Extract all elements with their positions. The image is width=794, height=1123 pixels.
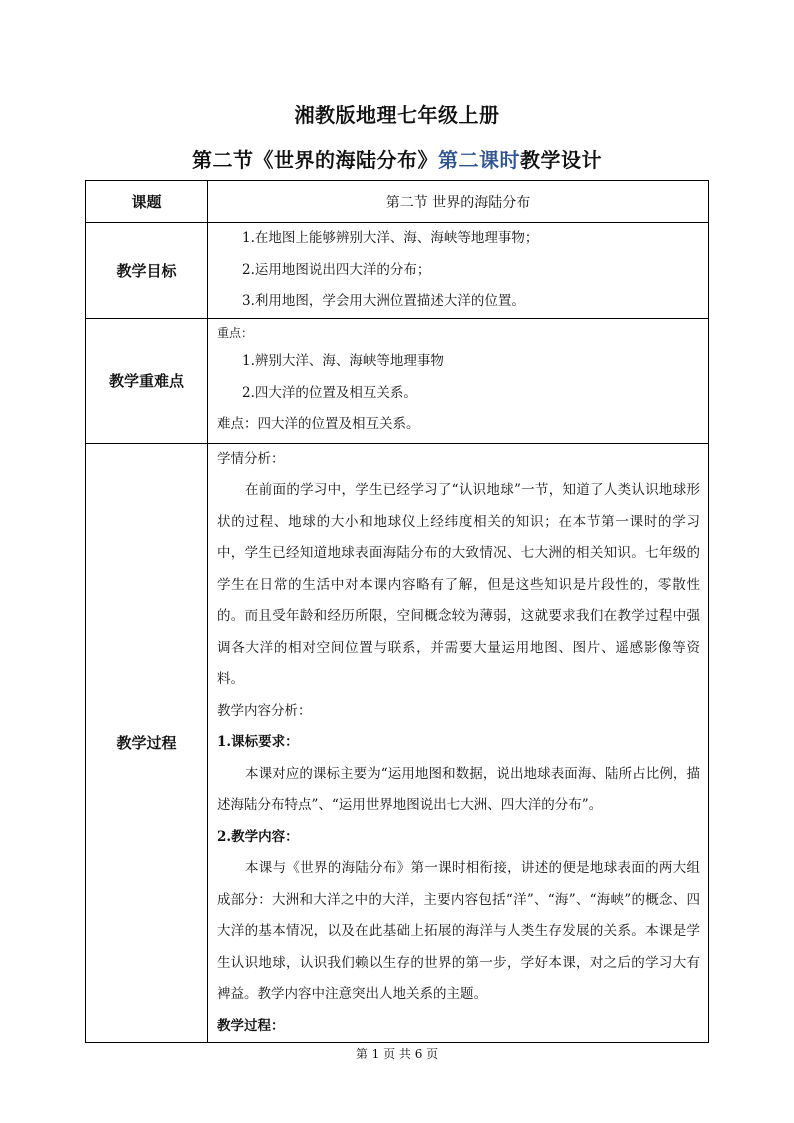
key-heading: 重点： <box>217 326 254 341</box>
content-analysis-heading: 教学内容分析： <box>217 702 312 719</box>
document-title: 湘教版地理七年级上册 <box>294 103 500 127</box>
content-heading: 2.教学内容： <box>217 828 299 845</box>
lesson-plan-table <box>85 180 709 1043</box>
topic-value: 第二节 世界的海陆分布 <box>208 181 709 223</box>
objective-item: 3.利用地图，学会用大洲位置描述大洋的位置。 <box>242 293 525 309</box>
student-analysis-text: 在前面的学习中，学生已经学习了“认识地球”一节，知道了人类认识地球形状的过程、地球的大小和地球仪上经纬度相关的知识；在本节第一课时的学习中，学生已经知道地球表面海陆分布的大致情况、七大洲的相关知识。七年级的学生在日常的生活中对本课内容略有了解，但是这些知识是片段性的，零散性的。而且受年龄和经历所限，空间概念较为薄弱，这就要求我们在教学过程中强调各大洋的相对空间位置与联系，并需要大量运用地图、图片、遥感影像等资料。 <box>217 482 700 687</box>
objective-item: 2.运用地图说出四大洋的分布； <box>242 261 431 278</box>
difficulty-text: 难点：四大洋的位置及相互关系。 <box>217 416 420 433</box>
document-subtitle <box>0 144 794 173</box>
table-row-topic <box>86 181 709 223</box>
process-body <box>208 444 708 1043</box>
subtitle-suffix: 教学设计 <box>520 148 602 172</box>
objective-item: 1.在地图上能够辨别大洋、海、海峡等地理事物； <box>242 230 539 246</box>
topic-label: 课题 <box>86 181 208 223</box>
key-item: 1.辨别大洋、海、海峡等地理事物 <box>242 353 444 370</box>
key-points-label: 教学重难点 <box>86 318 208 443</box>
objectives-label: 教学目标 <box>86 223 208 319</box>
subtitle-lesson-highlight: 第二课时 <box>438 148 520 172</box>
standards-text: 本课对应的课标主要为“运用地图和数据，说出地球表面海、陆所占比例，描述海陆分布特点”、“运用世界地图说出七大洲、四大洋的分布”。 <box>217 765 700 813</box>
student-analysis-heading: 学情分析： <box>217 450 285 467</box>
objectives-content <box>208 223 709 319</box>
table-row-key-points <box>86 318 709 443</box>
key-points-content <box>208 318 709 443</box>
process-content <box>208 443 709 1043</box>
process-heading: 教学过程： <box>217 1017 285 1034</box>
table-row-objectives <box>86 223 709 319</box>
subtitle-section: 第二节《世界的海陆分布》 <box>192 148 438 172</box>
table-row-process <box>86 443 709 1043</box>
key-item: 2.四大洋的位置及相互关系。 <box>242 384 417 401</box>
page-number: 第 1 页 共 6 页 <box>355 1047 439 1061</box>
standards-heading: 1.课标要求： <box>217 734 299 750</box>
content-text: 本课与《世界的海陆分布》第一课时相衔接，讲述的便是地球表面的两大组成部分：大洲和大洋之中的大洋，主要内容包括“洋”、“海”、“海峡”的概念、四大洋的基本情况，以及在此基础上拓展的海洋与人类生存发展的关系。本课是学生认识地球，认识我们赖以生存的世界的第一步，学好本课，对之后的学习大有裨益。教学内容中注意突出人地关系的主题。 <box>217 860 700 1002</box>
process-label: 教学过程 <box>86 443 208 1043</box>
